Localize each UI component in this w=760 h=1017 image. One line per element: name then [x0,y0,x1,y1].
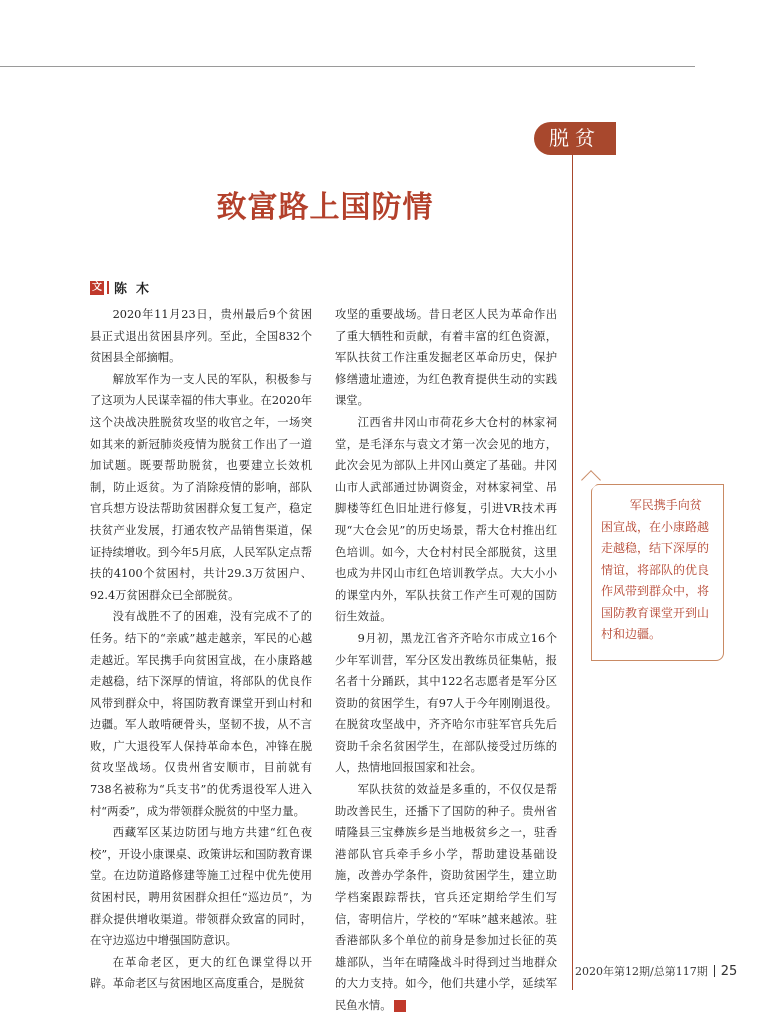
paragraph-last [335,779,557,1017]
paragraph: 江西省井冈山市荷花乡大仓村的林家祠堂，是毛泽东与袁文才第一次会见的地方，此次会见为部队上井冈山奠定了基础。井冈山市人武部通过协调资金，对林家祠堂、吊脚楼等红色旧址进行修复，引进VR技术再现“大仓会见”的历史场景，帮大仓村推出红色培训。如今，大仓村村民全部脱贫，这里也成为井冈山市红色培训教学点。大大小小的课堂内外，军队扶贫工作产生可观的国防衍生效益。 [335,415,557,624]
text-column-left [90,304,312,995]
vertical-divider [572,155,573,990]
paragraph: 解放军作为一支人民的军队，积极参与了这项为人民谋幸福的伟大事业。在2020年这个决战决胜脱贫攻坚的收官之年，一场突如其来的新冠肺炎疫情为脱贫工作出了一道加试题。既要帮助脱贫，也要建立长效机制，防止返贫。为了消除疫情的影响，部队官兵想方设法帮助贫困群众复工复产，稳定扶贫产业发展，打通农牧产品销售渠道，保证持续增收。到今年5月底，人民军队定点帮扶的4100个贫困村，共计29.3万贫困户、92.4万贫困群众已全部脱贫。 [90,372,312,602]
issue-label: 2020年第12期/总第117期 [575,965,708,978]
paragraph-text: 军队扶贫的效益是多重的，不仅仅是帮助改善民生，还播下了国防的种子。贵州省晴隆县三宝彝族乡是当地极贫乡之一，驻香港部队官兵牵手乡小学，帮助建设基础设施，改善办学条件，资助贫困学生，建立助学档案跟踪帮扶，官兵还定期给学生们写信，寄明信片，学校的“军味”越来越浓。驻香港部队多个单位的前身是参加过长征的英雄部队，当年在晴隆战斗时得到过当地群众的大力支持。如今，他们共建小学，延续军民鱼水情。 [335,783,557,1012]
paragraph: 攻坚的重要战场。昔日老区人民为革命作出了重大牺牲和贡献，有着丰富的红色资源，军队扶贫工作注重发掘老区革命历史，保护修缮遗址遗迹，为红色教育提供生动的实践课堂。 [335,308,557,408]
pull-quote-text: 军民携手向贫困宣战，在小康路越走越稳，结下深厚的情谊，将部队的优良作风带到群众中，将国防教育课堂开到山村和边疆。 [601,498,710,641]
paragraph: 9月初，黑龙江省齐齐哈尔市成立16个少年军训营，军分区发出教练员征集帖，报名者十分踊跃，其中122名志愿者是军分区资助的贫困学生，有97人于今年刚刚退役。在脱贫攻坚战中，齐齐哈尔市驻军官兵先后资助千余名贫困学生，在部队接受过历练的人，热情地回报国家和社会。 [335,631,557,775]
article-title: 致富路上国防情 [216,190,434,225]
pull-quote-notch [581,470,601,490]
author-mark-icon: 文 [92,281,102,293]
page-footer [575,963,737,979]
top-rule [0,66,695,67]
footer-separator [714,965,715,977]
author-byline [90,278,149,297]
paragraph: 2020年11月23日，贵州最后9个贫困县正式退出贫困县序列。至此，全国832个贫困县全部摘帽。 [90,308,312,365]
section-tag: 脱贫 [534,122,616,155]
pull-quote [591,484,724,661]
author-name: 陈 木 [114,282,150,297]
byline-bar [107,281,109,294]
paragraph: 西藏军区某边防团与地方共建“红色夜校”，开设小康课桌、政策讲坛和国防教育课堂。在边防道路修建等施工过程中优先使用贫困村民，聘用贫困群众担任“巡边员”，为群众提供增收渠道。带领群众致富的同时，在守边巡边中增强国防意识。 [90,826,312,948]
end-mark-icon: G [394,1000,406,1012]
page-number: 25 [720,963,738,979]
text-column-right [335,304,557,1017]
paragraph: 在革命老区，更大的红色课堂得以开辟。革命老区与贫困地区高度重合，是脱贫 [90,955,312,991]
paragraph: 没有战胜不了的困难，没有完成不了的任务。结下的“亲戚”越走越亲，军民的心越走越近。军民携手向贫困宣战，在小康路越走越稳，结下深厚的情谊，将部队的优良作风带到群众中，将国防教育课堂开到山村和边疆。军人敢啃硬骨头，坚韧不拔，从不言败，广大退役军人保持革命本色，冲锋在脱贫攻坚战场。仅贵州省安顺市，目前就有738名被称为“兵支书”的优秀退役军人进入村“两委”，成为带领群众脱贫的中坚力量。 [90,610,312,818]
